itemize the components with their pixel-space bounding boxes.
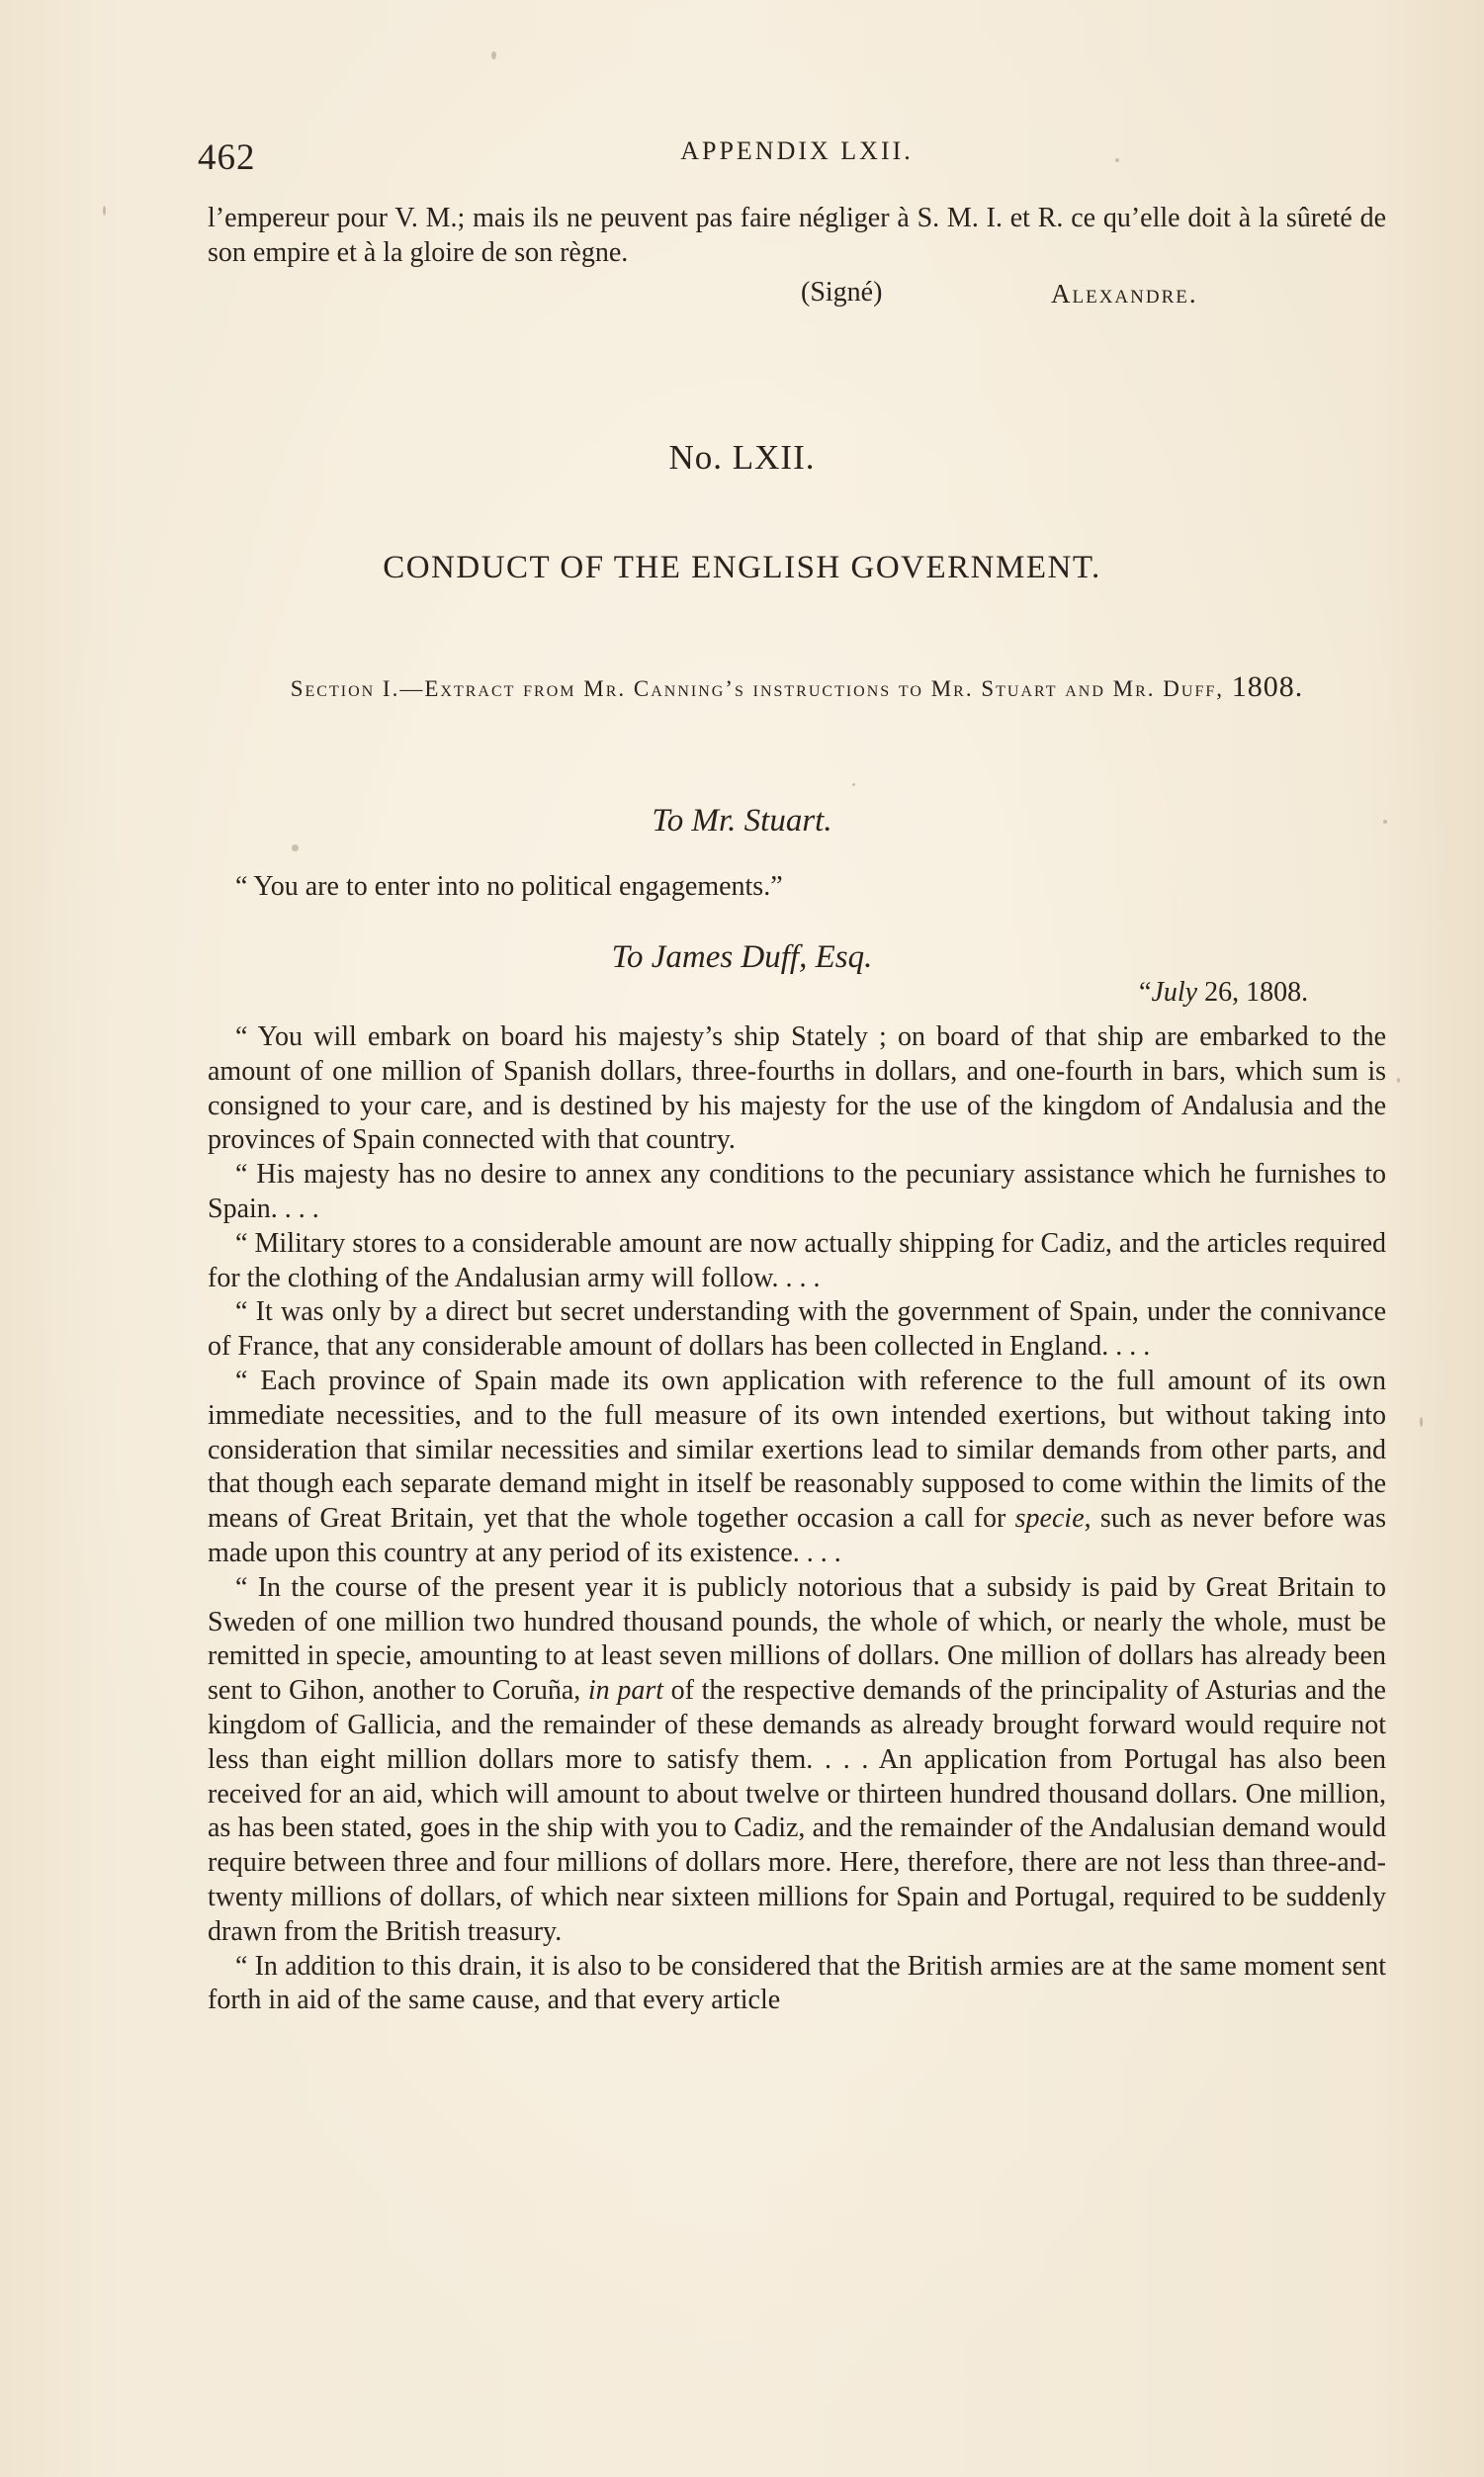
section-year: 1808. [1231,670,1304,703]
date-prefix: “ [1139,977,1152,1008]
ink-speck [1420,1417,1423,1427]
running-head [198,136,1396,186]
stuart-quote: “ You are to enter into no political engagements.” [235,871,783,902]
duff-paragraph-6 [208,1571,1386,1950]
opening-section [208,202,1386,271]
duff-paragraph-4: “ It was only by a direct but secret understanding with the government of Spain, under the connivance of France, that any considerable amount of dollars has been collected in England. . . . [208,1296,1386,1363]
duff-paragraph-5 [208,1365,1386,1571]
p6-part-b: of the respective demands of the principality of Asturias and the kingdom of Gallicia, and the remainder of these demands as already brought forward would require not less than eight million dollars more to satisfy them. . . . An application from Portugal has also been received for an aid, which will amount to about twelve or thirteen hundred thousand dollars. One million, as has been stated, goes in the ship with you to Cadiz, and the remainder of the Andalusian demand would require between three and four millions of dollars more. Here, therefore, there are not less than three-and-twenty millions of dollars, of which near sixteen millions for Spain and Portugal, required to be suddenly drawn from the British treasury. [208,1675,1386,1947]
p5-part-b: , such as never before was made upon this country at any period of its existence. . . . [208,1503,1386,1568]
ink-speck [1397,1078,1400,1083]
document-title: CONDUCT OF THE ENGLISH GOVERNMENT. [383,550,1101,585]
duff-heading: To James Duff, Esq. [611,939,873,975]
section-heading [208,668,1386,708]
running-title: APPENDIX LXII. [680,136,914,165]
page-number: 462 [198,137,256,178]
p5-specie: specie [1014,1503,1085,1535]
letter-date [1139,977,1308,1009]
duff-paragraph-3: “ Military stores to a considerable amount are now actually shipping for Cadiz, and the articles required for the clothing of the Andalusian army will follow. . . . [208,1227,1386,1293]
duff-paragraph-7: “ In addition to this drain, it is also to be considered that the British armies are at the same moment sent forth in aid of the same cause, and that every article [208,1950,1386,2016]
duff-paragraph-2: “ His majesty has no desire to annex any conditions to the pecuniary assistance which he furnishes to Spain. . . . [208,1159,1386,1224]
ink-speck [103,206,106,216]
signature-label: (Signé) [801,277,883,308]
duff-paragraph-1: “ You will embark on board his majesty’s ship Stately ; on board of that ship are embarked to the amount of one million of Spanish dollars, three-fourths in dollars, and one-fourth in bars, which sum is consigned to your care, and is destined by his majesty for the use of the kingdom of Andalusia and the provinces of Spain connected with that country. [208,1021,1386,1156]
ink-speck [852,783,855,786]
p5-part-a: “ Each province of Spain made its own application with reference to the full amount of its own immediate necessities, and to the full measure of its own intended exertions, but without taking into consideration that similar necessities and similar exertions lead to similar demands from other parts, and that though each separate demand might in itself be reasonably supposed to come within the limits of the means of Great Britain, yet that the whole together occasion a call for [208,1365,1386,1535]
date-month: July [1151,977,1198,1008]
document-number: No. LXII. [668,438,816,477]
stuart-section [208,870,1386,905]
section-heading-text: Section I.—Extract from Mr. Canning’s instructions to Mr. Stuart and Mr. Duff, [290,676,1224,701]
p6-part-a: “ In the course of the present year it is publicly notorious that a subsidy is paid by Great Britain to Sweden of one million two hundred thousand pounds, the whole of which, or nearly the whole, must be remitted in specie, amounting to at least seven millions of dollars. One million of dollars has already been sent to Gihon, another to Coruña, [208,1571,1386,1707]
stuart-heading: To Mr. Stuart. [652,803,832,839]
opening-paragraph: l’empereur pour V. M.; mais ils ne peuvent pas faire négliger à S. M. I. et R. ce qu’elle doit à la sûreté de son empire et à la gloire de son règne. [208,203,1386,268]
date-rest: 26, 1808. [1197,977,1309,1008]
duff-letter-body [208,1020,1386,2018]
ink-speck [292,844,299,851]
p6-in-part: in part [587,1675,664,1707]
ink-speck [491,51,496,59]
signature-name: Alexandre. [1051,279,1198,309]
